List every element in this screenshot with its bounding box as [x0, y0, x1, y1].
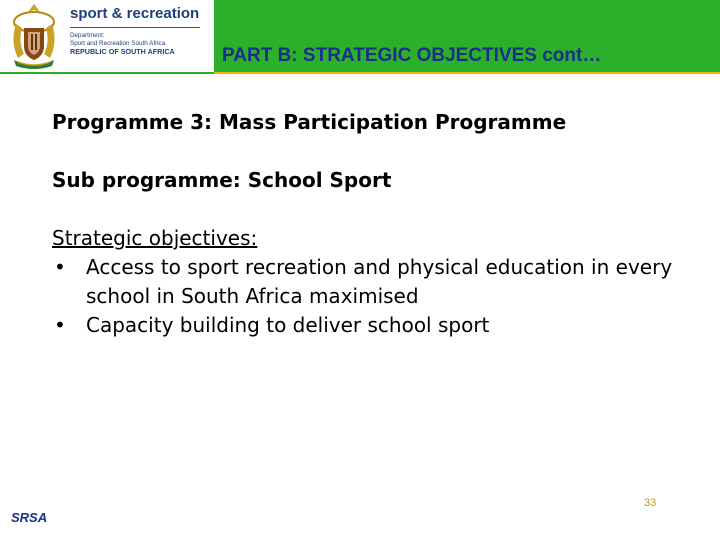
bullet-icon: •: [54, 255, 66, 279]
slide-title: PART B: STRATEGIC OBJECTIVES cont…: [222, 45, 602, 66]
footer-logo-text: SRSA: [11, 510, 48, 525]
logo-underline: [0, 72, 214, 74]
page-number: 33: [644, 497, 657, 509]
logo-title: sport & recreation: [70, 5, 200, 22]
logo-country: REPUBLIC OF SOUTH AFRICA: [70, 47, 175, 56]
coat-of-arms-icon: [6, 2, 62, 70]
objective-text: Access to sport recreation and physical education in every school in South Africa maximised: [86, 255, 673, 308]
header: [0, 0, 720, 74]
sub-programme-heading: Sub programme: School Sport: [52, 168, 392, 192]
list-item: [52, 311, 720, 340]
objectives-heading: Strategic objectives:: [52, 226, 258, 250]
list-item: [52, 253, 720, 311]
banner-accent-line: [214, 72, 720, 74]
logo-divider: [70, 27, 200, 28]
department-logo: [0, 0, 215, 72]
bullet-icon: •: [54, 313, 66, 337]
logo-dept-name: Sport and Recreation South Africa: [70, 40, 166, 47]
logo-dept-label: Department:: [70, 32, 105, 39]
objective-text: Capacity building to deliver school sport: [86, 313, 490, 337]
strategic-objectives: [52, 224, 720, 340]
programme-heading: Programme 3: Mass Participation Programme: [52, 110, 567, 134]
